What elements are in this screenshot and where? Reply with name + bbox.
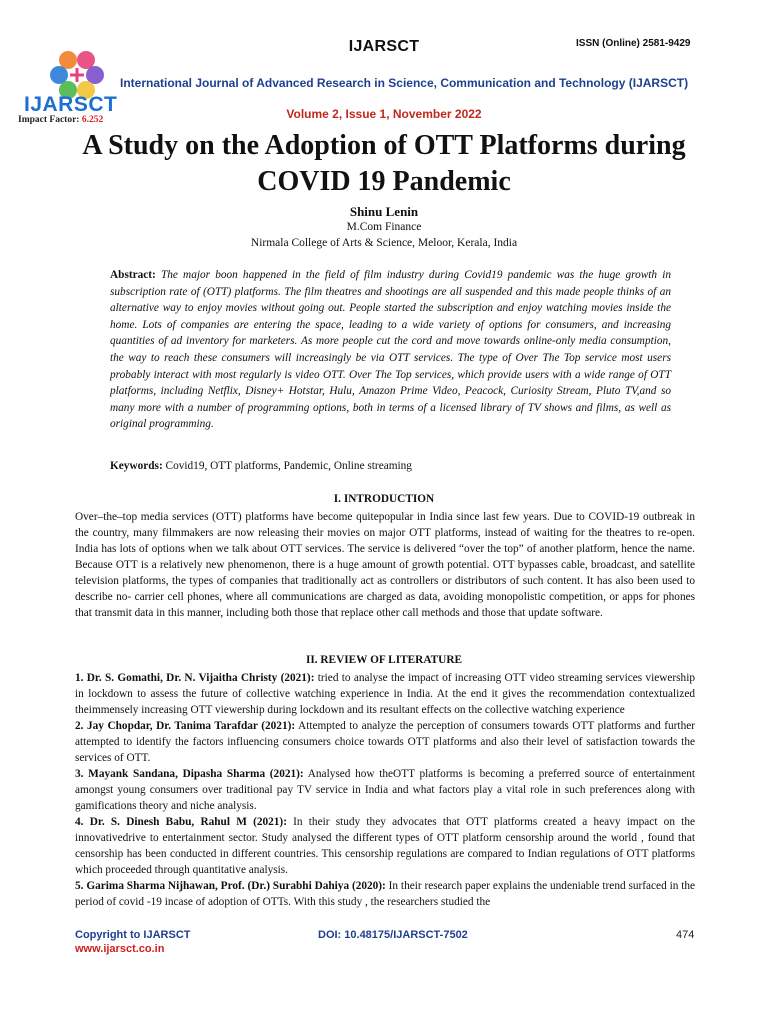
impact-label: Impact Factor:: [18, 115, 80, 125]
author-name: Shinu Lenin: [349, 204, 419, 219]
review-item-text: Analysed how theOTT platforms is becoming a preferred source of entertainment amongst young consumers over traditional pay TV service in India and what factors play a vital role in such preferences along with gamifications theory and niche analysis.: [75, 768, 696, 812]
impact-value: 6.252: [81, 115, 104, 125]
issn: ISSN (Online) 2581-9429: [576, 38, 691, 49]
keywords-label: Keywords:: [110, 460, 163, 472]
logo-wordmark: IJARSCT: [24, 93, 118, 116]
abstract: [110, 267, 671, 433]
review-item-text: In their research paper explains the undeniable trend surfaced in the period of covid -19 incase of adoption of OTTs. With this study , the researchers studied the: [75, 880, 695, 908]
paper-title: [40, 128, 728, 200]
review-item-heading: 2. Jay Chopdar, Dr. Tanima Tarafdar (2021):: [75, 720, 296, 732]
review-item-3: [75, 766, 695, 814]
page-number: 474: [676, 929, 695, 941]
footer-website-link[interactable]: www.ijarsct.co.in: [75, 943, 165, 955]
author-affiliation: Nirmala College of Arts & Science, Meloor, Kerala, India: [250, 237, 518, 249]
footer-doi: DOI: 10.48175/IJARSCT-7502: [318, 929, 468, 941]
review-item-5: [75, 878, 695, 910]
review-list: [75, 670, 695, 910]
keywords-text: Covid19, OTT platforms, Pandemic, Online streaming: [165, 460, 412, 472]
review-item-heading: 1. Dr. S. Gomathi, Dr. N. Vijaitha Christy (2021):: [75, 672, 315, 684]
review-item-2: [75, 718, 695, 766]
review-item-text: In their study they advocates that OTT platforms created a heavy impact on the innovativedrive to entertainment sector. Study analysed the different types of OTT platform censorship around the world , found that censorship has been conducted in different countries. This censorship regulations are compared to Indian regulations of OTT platforms which proceeded through quantitative analysis.: [75, 816, 695, 876]
review-item-heading: 3. Mayank Sandana, Dipasha Sharma (2021):: [75, 768, 304, 780]
abstract-text: The major boon happened in the field of film industry during Covid19 pandemic was the huge growth in subscription rate of (OTT) platforms. The film theatres and shootings are all suspended and this made people thinks of an alternative way to enjoy movies without going out. People started the subscription and enjoy watching movies inside the home. Lots of companies are entering the space, leading to a wide variety of options for consumers, and increasing quantities of ad inventory for marketers. As more people cut the cord and move towards online-only media consumption, the way to reach these consumers will increasingly be via OTT services. The type of Over The Top service most users probably interact with most regularly is video OTT. Over The Top services, which provide users with a wide range of OTT platforms, including Netflix, Disney+ Hotstar, Hulu, Amazon Prime Video, Peacock, Curiosity Stream, Pluto TV,and so many more with a number of programming options, both in terms of a licensed library of TV shows and films, as well as original programming.: [110, 269, 671, 431]
journal-short-name: IJARSCT: [348, 38, 420, 55]
section-heading-review: II. REVIEW OF LITERATURE: [305, 654, 463, 666]
review-item-4: [75, 814, 695, 878]
section-heading-introduction: I. INTRODUCTION: [333, 493, 435, 505]
volume-issue: Volume 2, Issue 1, November 2022: [286, 107, 482, 121]
paper-title-line-2: COVID 19 Pandemic: [257, 166, 511, 197]
author-degree: M.Com Finance: [346, 221, 422, 233]
keywords: [110, 460, 671, 472]
review-item-text: tried to analyse the impact of increasing OTT video streaming services viewership in lockdown to assess the future of collective watching experience in India. At the end it gives the recommendation contextualized theimmensely increasing OTT viewership during lockdown and its resultant effects on the collective watching experience: [75, 672, 695, 716]
review-item-heading: 5. Garima Sharma Nijhawan, Prof. (Dr.) Surabhi Dahiya (2020):: [75, 880, 386, 892]
journal-full-name: International Journal of Advanced Research in Science, Communication and Technology (IJARSCT): [120, 76, 689, 90]
introduction-text: Over–the–top media services (OTT) platforms have become quitepopular in India since last few years. Due to COVID-19 outbreak in the country, many filmmakers are now releasing their movies on major OTT platforms, instead of waiting for the theatres to re-open. India has lots of options when we talk about OTT services. The service is delivered “over the top” of another platform, hence the name. Because OTT is a relatively new phenomenon, there is a huge amount of growth potential. OTT bypasses cable, broadcast, and satellite television platforms, the types of companies that traditionally act as controllers or distributors of such content. It has also been used to describe no- carrier cell phones, where all communications are charged as data, avoiding monopolistic competition, or apps for phones that transmit data in this manner, including both those that replace other call methods and those that update software.: [75, 511, 695, 619]
footer-copyright: Copyright to IJARSCT: [75, 929, 191, 941]
abstract-label: Abstract:: [110, 269, 156, 281]
paper-title-line-1: A Study on the Adoption of OTT Platforms during: [82, 130, 686, 161]
review-item-heading: 4. Dr. S. Dinesh Babu, Rahul M (2021):: [75, 816, 287, 828]
review-item-text: Attempted to analyze the perception of consumers towards OTT platforms and further attempted to identify the factors influencing consumers choice towards OTT platforms and also their level of satisfaction towards the services of OTT.: [75, 720, 695, 764]
review-item-1: [75, 670, 695, 718]
